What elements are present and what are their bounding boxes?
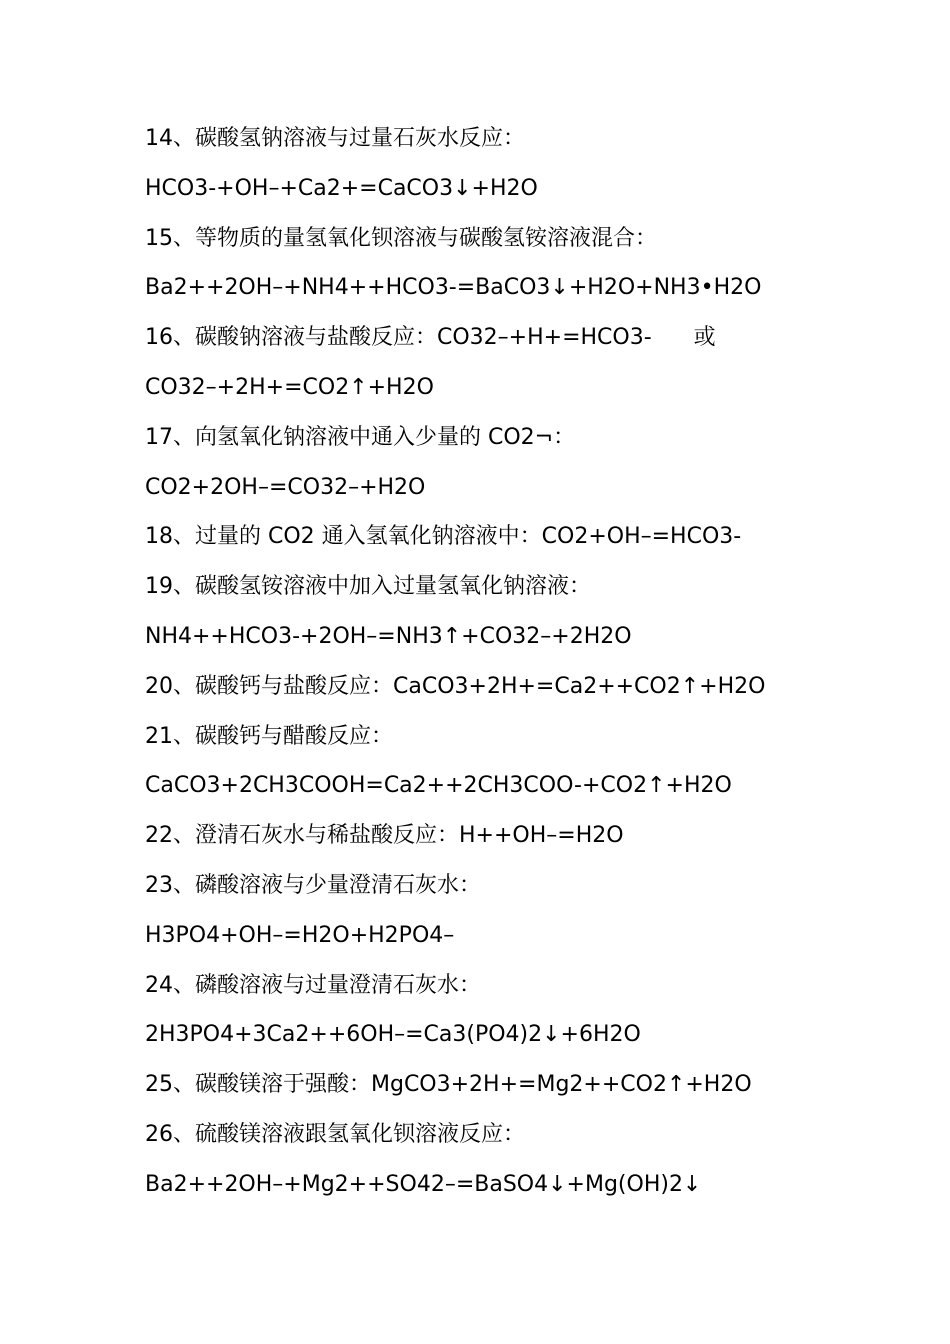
- text-line-15-title: 15、等物质的量氢氧化钡溶液与碳酸氢铵溶液混合：: [145, 225, 657, 251]
- text-line-21-equation: CaCO3+2CH3COOH=Ca2++2CH3COO-+CO2↑+H2O: [145, 773, 732, 799]
- document-body: [145, 114, 845, 1210]
- text-line-15-equation: Ba2++2OH–+NH4++HCO3-=BaCO3↓+H2O+NH3•H2O: [145, 275, 762, 301]
- text-line-24-title: 24、磷酸溶液与过量澄清石灰水：: [145, 972, 481, 998]
- text-line-22: 22、澄清石灰水与稀盐酸反应：H++OH–=H2O: [145, 823, 624, 849]
- text-line-17-equation: CO2+2OH–=CO32–+H2O: [145, 474, 426, 500]
- text-line-16-title: 16、碳酸钠溶液与盐酸反应：CO32–+H+=HCO3- 或: [145, 325, 716, 351]
- text-line-14-equation: HCO3-+OH–+Ca2+=CaCO3↓+H2O: [145, 175, 538, 201]
- text-line-25: 25、碳酸镁溶于强酸：MgCO3+2H+=Mg2++CO2↑+H2O: [145, 1072, 752, 1098]
- text-line-24-equation: 2H3PO4+3Ca2++6OH–=Ca3(PO4)2↓+6H2O: [145, 1022, 641, 1048]
- text-line-19-equation: NH4++HCO3-+2OH–=NH3↑+CO32–+2H2O: [145, 623, 632, 649]
- text-line-23-equation: H3PO4+OH–=H2O+H2PO4–: [145, 922, 455, 948]
- text-line-16-equation: CO32–+2H+=CO2↑+H2O: [145, 374, 434, 400]
- text-line-18: 18、过量的 CO2 通入氢氧化钠溶液中：CO2+OH–=HCO3-: [145, 524, 742, 550]
- text-line-26-title: 26、硫酸镁溶液跟氢氧化钡溶液反应：: [145, 1121, 525, 1147]
- text-line-19-title: 19、碳酸氢铵溶液中加入过量氢氧化钠溶液：: [145, 574, 591, 600]
- text-line-21-title: 21、碳酸钙与醋酸反应：: [145, 723, 393, 749]
- text-line-17-title: 17、向氢氧化钠溶液中通入少量的 CO2¬：: [145, 424, 576, 450]
- text-line-14-title: 14、碳酸氢钠溶液与过量石灰水反应：: [145, 126, 525, 151]
- text-line-26-equation: Ba2++2OH–+Mg2++SO42–=BaSO4↓+Mg(OH)2↓: [145, 1171, 702, 1197]
- text-line-23-title: 23、磷酸溶液与少量澄清石灰水：: [145, 872, 481, 898]
- text-line-20: 20、碳酸钙与盐酸反应：CaCO3+2H+=Ca2++CO2↑+H2O: [145, 673, 766, 699]
